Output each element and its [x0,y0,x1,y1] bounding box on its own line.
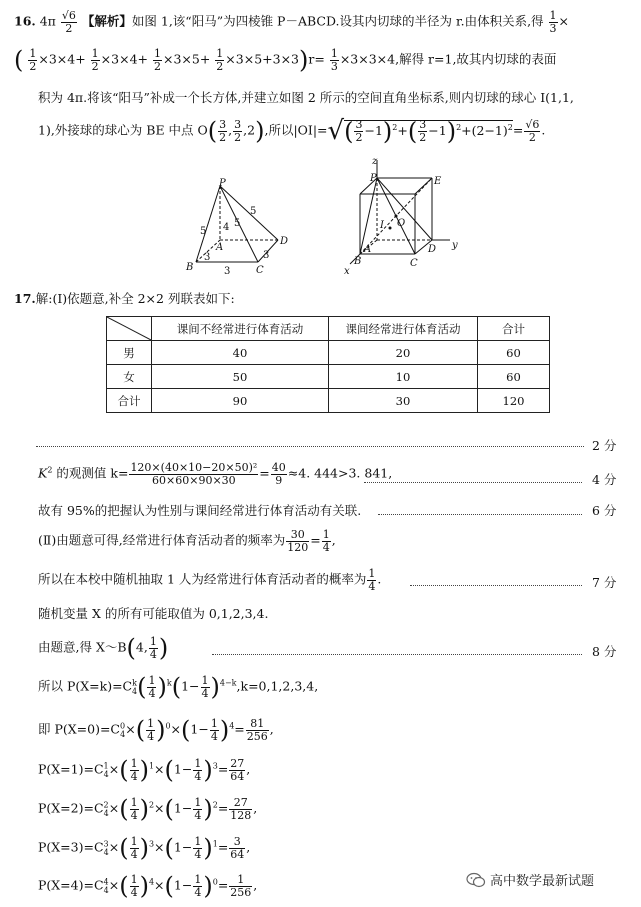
table-header: 课间不经常进行体育活动 [152,317,329,341]
q17-number: 17. [14,291,36,306]
q16-answer: 4π [39,13,56,29]
score-4: 4 分 [592,472,617,487]
k2-line: $K^2$ 的观测值 k= $\frac{\text{120×(40×10−20×50)²}}{60\times 60\times 90\times 30}$ = $\frac{40}{9}$ ≈4. 444>3. 841, [38,461,393,487]
watermark [466,870,594,889]
fig2-label-c: C [410,258,418,269]
fig2-label-d: D [428,244,437,255]
svg-text:3: 3 [263,250,270,261]
svg-text:3: 3 [204,252,211,263]
fig2-label-z: z [372,156,378,167]
general-formula-line: 所以 $P(X=k)=C^k_4$( $\frac{1}{4}$ )$^k$(1− $\frac{1}{4}$ )$^{4-k}$,k=0,1,2,3,4, [38,673,319,702]
watermark-text: 高中数学最新试题 [490,874,595,889]
prob-line: 所以在本校中随机抽取 1 人为经常进行体育活动者的概率为 $\frac{1}{4}$ . [38,567,382,593]
prob-row-2: $P(X=2)=C^2_4\times$( $\frac{1}{4}$ )$^2$×(1− $\frac{1}{4}$ )$^2$= $\frac{27}{128}$ , [38,795,258,824]
score-8: 8 分 [592,644,617,659]
fig1-label-p: P [219,178,226,189]
part2-line: (Ⅱ)由题意可得,经常进行体育活动者的频率为 $\frac{30}{120}$ = $\frac{1}{4}$ , [38,528,336,554]
svg-text:3: 3 [224,266,231,277]
prob-row-1: $P(X=1)=C^1_4\times$( $\frac{1}{4}$ )$^1$×(1− $\frac{1}{4}$ )$^3$= $\frac{27}{64}$ , [38,756,251,785]
table-row: 女 50 10 60 [107,365,550,389]
fig2-label-o: O [397,218,406,229]
q16-fraction: $\frac{1}{3}$ [549,9,557,35]
fig1-label-c: C [256,265,264,276]
fig2-label-x: x [344,266,350,277]
wechat-icon [466,872,486,888]
svg-text:5: 5 [234,218,241,229]
q16-answer-fraction: $\frac{√6}{2}$ [61,9,76,35]
values-line: 随机变量 X 的所有可能取值为 0,1,2,3,4. [38,606,269,621]
table-corner-cell [107,317,152,341]
score-2: 2 分 [592,438,617,453]
table-header: 合计 [478,317,550,341]
q16-analysis-tag: 【解析】 [81,13,132,29]
figure-2-cuboid [340,156,470,278]
prob-row-3: $P(X=3)=C^3_4\times$( $\frac{1}{4}$ )$^3$×(1− $\frac{1}{4}$ )$^1$= $\frac{3}{64}$ , [38,834,251,863]
fig2-label-y: y [452,240,458,251]
table-header: 课间经常进行体育活动 [329,317,478,341]
fig2-label-b: B [354,256,362,267]
contingency-table [106,316,550,413]
q16-number: 16. [14,13,36,29]
svg-text:4: 4 [223,222,230,233]
q16-line4: 1),外接球的球心为 BE 中点 O( $\frac{3}{2}$ , $\frac{3}{2}$ ,2),所以|OI|=√( $\frac{3}{2}$ −1)$^2$+( $\frac{3}{2}$ $-1)^2+(2-1)^2=$ $\frac{√6}{2}$ . [38,116,546,146]
fig2-label-a: A [364,244,372,255]
binomial-line: 由题意,得 X～B(4, $\frac{1}{4}$ ) [38,634,169,663]
table-header-row [107,317,550,341]
prob-row-4: $P(X=4)=C^4_4\times$( $\frac{1}{4}$ )$^4$×(1− $\frac{1}{4}$ )$^0$= $\frac{1}{256}$ , [38,872,258,901]
q16-line2: ( $\frac{1}{2}$ ×3×4+ $\frac{1}{2}$ ×3×4+ $\frac{1}{2}$ ×3×5+ $\frac{1}{2}$ ×3×5+3×3)r= $\frac{1}{3}$ ×3×3×4,解得 r=1,故其内切球的表面 [14,46,557,75]
svg-text:5: 5 [200,226,207,237]
fig2-label-i: I [380,220,384,231]
svg-text:5: 5 [250,206,257,217]
fig2-label-e: E [434,176,442,187]
table-row: 合计 90 30 120 [107,389,550,413]
prob-row-0: 即 $P(X=0)=C^0_4\times$( $\frac{1}{4}$ )$^0$×(1− $\frac{1}{4}$ )$^4$= $\frac{81}{256}$ , [38,716,274,745]
score-6: 6 分 [592,503,617,518]
fig1-label-a: A [216,242,224,253]
fig2-label-p: P [370,173,377,184]
fig1-label-b: B [186,262,194,273]
conclusion-line: 故有 95%的把握认为性别与课间经常进行体育活动有关联. [38,503,362,518]
q16-line3: 积为 4π.将该“阳马”补成一个长方体,并建立如图 2 所示的空间直角坐标系,则内切球的球心 I(1,1, [38,90,574,105]
q17-intro: 17.解:(Ⅰ)依题意,补全 2×2 列联表如下: [14,291,235,306]
figure-1-pyramid [180,178,295,280]
fig1-label-d: D [280,236,289,247]
q16-text-1: 如图 1,该“阳马”为四棱锥 P－ABCD.设其内切球的半径为 r.由体积关系,得 [131,13,544,29]
table-row: 男 40 20 60 [107,341,550,365]
score-7: 7 分 [592,575,617,590]
q16-line1: 16. 4π $\frac{√6}{2}$ 【解析】如图 1,该“阳马”为四棱锥 P－ABCD.设其内切球的半径为 r.由体积关系,得 $\frac{1}{3}$ × [14,9,570,35]
